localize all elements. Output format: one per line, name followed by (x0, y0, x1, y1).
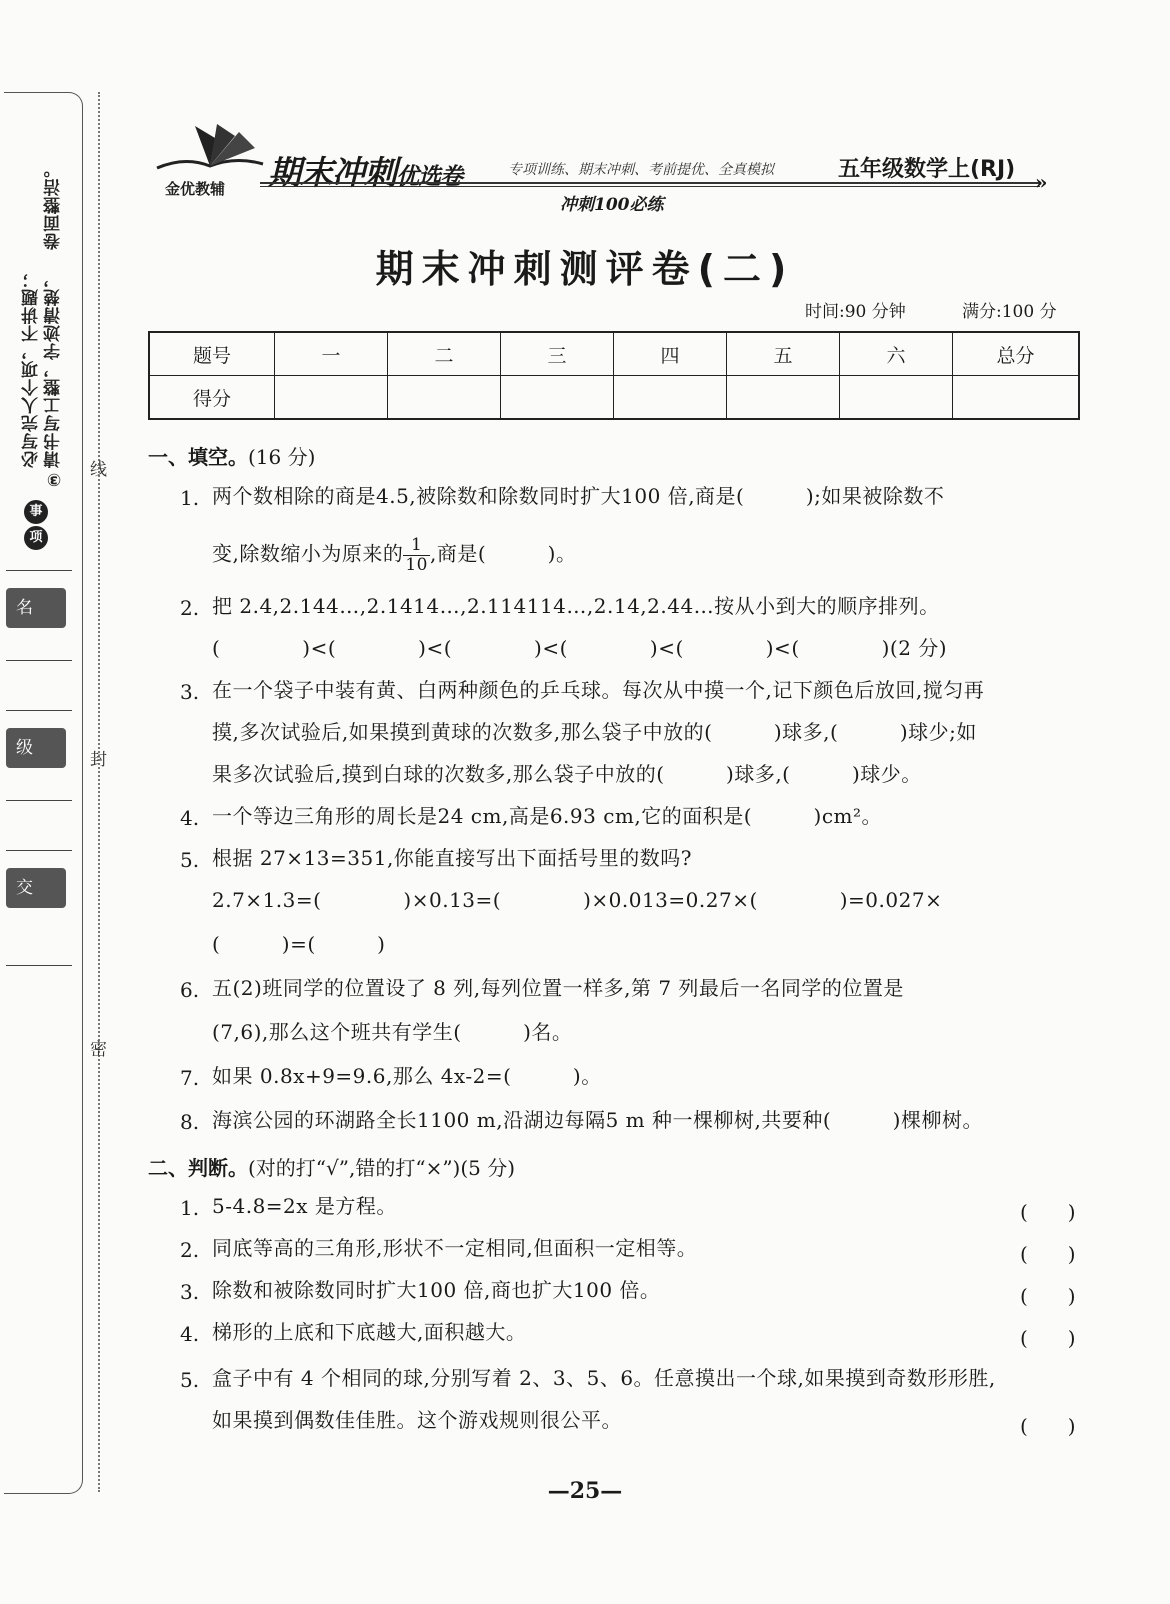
binding-divider (6, 850, 72, 851)
header-rule (260, 182, 1040, 184)
judge-number: 3. (180, 1280, 200, 1304)
exam-notice (10, 160, 70, 550)
judge-number: 4. (180, 1322, 200, 1346)
question-number: 8. (180, 1110, 200, 1134)
question-number: 2. (180, 596, 200, 620)
fraction (403, 536, 430, 574)
judge-statement: 5-4.8=2x 是方程。 (212, 1194, 397, 1218)
seal-label-feng: 封 (86, 750, 106, 767)
judge-answer-box[interactable]: ( ) (1020, 1200, 1076, 1224)
exam-title: 期末冲刺测评卷(二) (375, 247, 795, 291)
sub-header: 冲刺100必练 (560, 195, 664, 215)
series-title-suffix: 优选卷 (396, 164, 462, 190)
question-text: 如果 0.8x+9=9.6,那么 4x-2=( )。 (212, 1064, 602, 1088)
grade-label: 五年级数学上(RJ) (838, 157, 1016, 182)
judge-number: 1. (180, 1196, 200, 1220)
question-text: 摸,多次试验后,如果摸到黄球的次数多,那么袋子中放的( )球多,( )球少;如 (212, 720, 977, 744)
score-cell[interactable] (953, 376, 1080, 420)
answer-blanks: ( )=( ) (212, 932, 386, 956)
score-table (148, 331, 1080, 420)
score-cell[interactable] (501, 376, 614, 420)
binding-dotted-line (98, 92, 100, 1492)
question-text: 根据 27×13=351,你能直接写出下面括号里的数吗? (212, 846, 693, 870)
score-cell[interactable] (275, 376, 388, 420)
seal-label-xian: 线 (86, 460, 106, 477)
judge-answer-box[interactable]: ( ) (1020, 1242, 1076, 1266)
binding-divider (6, 570, 72, 571)
question-text: 果多次试验后,摸到白球的次数多,那么袋子中放的( )球多,( )球少。 (212, 762, 922, 786)
score-cell[interactable] (614, 376, 727, 420)
answer-blanks: ( )<( )<( )<( )<( )<( )(2 分) (212, 636, 948, 660)
score-header-cell: 六 (840, 332, 953, 376)
judge-answer-box[interactable]: ( ) (1020, 1326, 1076, 1350)
binding-divider (6, 965, 72, 966)
score-cell[interactable] (840, 376, 953, 420)
exam-time: 时间:90 分钟 (805, 302, 906, 322)
question-number: 6. (180, 978, 200, 1002)
notice-badge-xiang: 项 (24, 526, 48, 550)
notice-line-2: ③请书写工整，字迹清楚， (44, 270, 64, 489)
question-text: 在一个袋子中装有黄、白两种颜色的乒乓球。每次从中摸一个,记下颜色后放回,搅匀再 (212, 678, 985, 702)
fraction-denominator: 10 (405, 554, 428, 575)
header-rule (260, 186, 1040, 187)
judge-number: 5. (180, 1368, 200, 1392)
score-header-cell: 四 (614, 332, 727, 376)
section-1-label: 一、填空。 (148, 445, 248, 469)
question-text: 一个等边三角形的周长是24 cm,高是6.93 cm,它的面积是( )cm²。 (212, 804, 883, 828)
question-text (212, 536, 576, 574)
notice-line-1: 卷面整洁。 (44, 160, 64, 250)
question-text: 五(2)班同学的位置设了 8 列,每列位置一样多,第 7 列最后一名同学的位置是 (212, 976, 904, 1000)
binding-divider (6, 800, 72, 801)
judge-answer-box[interactable]: ( ) (1020, 1284, 1076, 1308)
question-number: 3. (180, 680, 200, 704)
question-text: 两个数相除的商是4.5,被除数和除数同时扩大100 倍,商是( );如果被除数不 (212, 484, 945, 508)
score-row-label: 得分 (149, 376, 275, 420)
question-number: 7. (180, 1066, 200, 1090)
page-number: —25— (547, 1478, 623, 1504)
brand-name: 金优教辅 (165, 180, 226, 198)
score-header-cell: 二 (388, 332, 501, 376)
question-text: 海滨公园的环湖路全长1100 m,沿湖边每隔5 m 种一棵柳树,共要种( )棵柳树。 (212, 1108, 983, 1132)
fraction-numerator: 1 (403, 536, 430, 556)
school-field-label: 交 (6, 868, 66, 908)
notice-badge-shi: 事 (24, 500, 48, 524)
exam-full-score: 满分:100 分 (962, 302, 1057, 322)
question-text: (7,6),那么这个班共有学生( )名。 (212, 1020, 573, 1044)
question-number: 5. (180, 848, 200, 872)
score-header-cell: 一 (275, 332, 388, 376)
judge-statement: 盒子中有 4 个相同的球,分别写着 2、3、5、6。任意摸出一个球,如果摸到奇数形形胜, (212, 1366, 996, 1390)
section-1-title (148, 441, 315, 470)
seal-label-mi: 密 (86, 1040, 106, 1057)
chevron-right-icon: » (1035, 170, 1048, 194)
section-1-points: (16 分) (248, 445, 316, 469)
notice-line-3: 必写完人个项，不讲题； (22, 270, 42, 468)
class-field-label: 级 (6, 728, 66, 768)
question-number: 4. (180, 806, 200, 830)
question-text-part: ,商是( )。 (430, 541, 577, 566)
score-table-row (149, 376, 1079, 420)
question-number: 1. (180, 486, 200, 510)
score-table-header-row (149, 332, 1079, 376)
binding-divider (6, 660, 72, 661)
score-header-cell: 三 (501, 332, 614, 376)
series-title-main: 期末冲刺 (268, 153, 396, 192)
score-header-cell: 五 (727, 332, 840, 376)
score-header-cell: 总分 (953, 332, 1080, 376)
section-2-points: (对的打“√”,错的打“×”)(5 分) (248, 1156, 516, 1180)
score-cell[interactable] (388, 376, 501, 420)
question-text-part: 变,除数缩小为原来的 (212, 541, 404, 566)
name-field-label: 名 (6, 588, 66, 628)
judge-statement: 除数和被除数同时扩大100 倍,商也扩大100 倍。 (212, 1278, 661, 1302)
binding-divider (6, 710, 72, 711)
judge-statement: 梯形的上底和下底越大,面积越大。 (212, 1320, 527, 1344)
section-2-title (148, 1152, 515, 1181)
judge-statement: 如果摸到偶数佳佳胜。这个游戏规则很公平。 (212, 1408, 622, 1432)
judge-statement: 同底等高的三角形,形状不一定相同,但面积一定相等。 (212, 1236, 698, 1260)
question-text: 2.7×1.3=( )×0.13=( )×0.013=0.27×( )=0.027× (212, 888, 943, 912)
question-text: 把 2.4,2.144…,2.1414…,2.114114…,2.14,2.44…按从小到大的顺序排列。 (212, 594, 940, 618)
judge-number: 2. (180, 1238, 200, 1262)
series-tagline: 专项训练、期末冲刺、考前提优、全真模拟 (508, 162, 774, 178)
score-header-cell: 题号 (149, 332, 275, 376)
section-2-label: 二、判断。 (148, 1156, 248, 1180)
judge-answer-box[interactable]: ( ) (1020, 1414, 1076, 1438)
score-cell[interactable] (727, 376, 840, 420)
